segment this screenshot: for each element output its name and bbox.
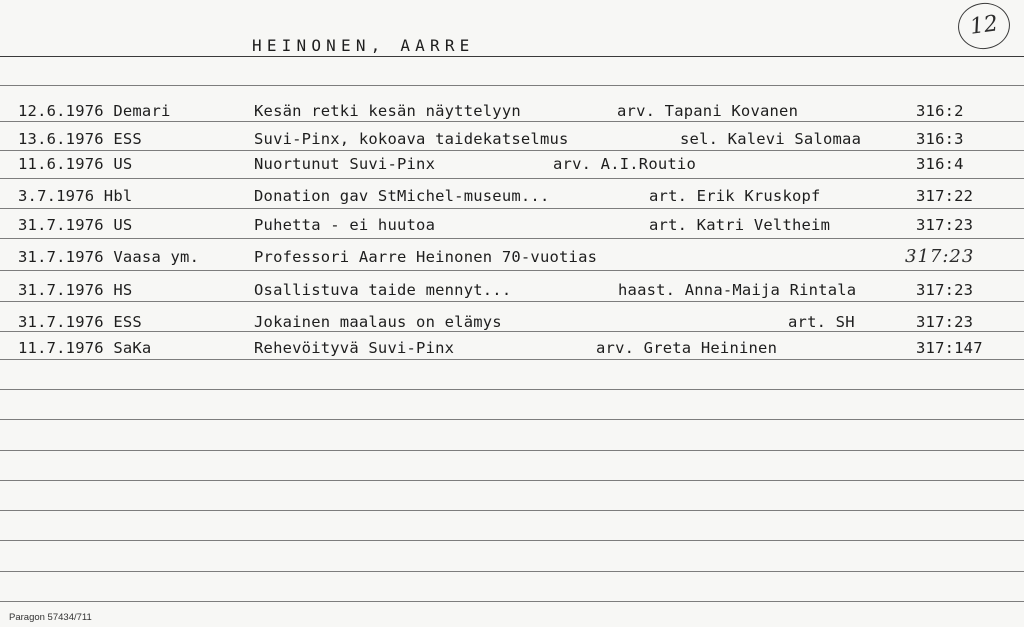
entry-date-source: 11.6.1976 US xyxy=(18,155,133,173)
entry-reference: 317:22 xyxy=(916,187,974,205)
ruled-line xyxy=(0,389,1024,390)
entry-title: Jokainen maalaus on elämys xyxy=(254,313,502,331)
entry-reference: 317:23 xyxy=(916,216,974,234)
entry-row xyxy=(0,186,1024,208)
ruled-line xyxy=(0,540,1024,541)
ruled-line xyxy=(0,238,1024,239)
entry-reference: 317:23 xyxy=(916,313,974,331)
entry-date-source: 11.7.1976 SaKa xyxy=(18,339,152,357)
entry-date-source: 12.6.1976 Demari xyxy=(18,102,171,120)
card-footer: Paragon 57434/711 xyxy=(9,612,92,623)
entry-title: Suvi-Pinx, kokoava taidekatselmus xyxy=(254,130,569,148)
ruled-line xyxy=(0,480,1024,481)
entry-author: sel. Kalevi Salomaa xyxy=(680,130,862,148)
entry-author: arv. Greta Heininen xyxy=(596,339,778,357)
ruled-line xyxy=(0,270,1024,271)
card-number: 12 xyxy=(955,0,1013,52)
card-title: HEINONEN, AARRE xyxy=(252,36,475,55)
entry-row xyxy=(0,247,1024,269)
entry-row xyxy=(0,154,1024,176)
ruled-line xyxy=(0,450,1024,451)
entry-reference-handwritten: 317:23 xyxy=(905,246,975,267)
entry-row xyxy=(0,129,1024,151)
entry-author: art. Erik Kruskopf xyxy=(649,187,821,205)
entry-author: arv. A.I.Routio xyxy=(553,155,696,173)
title-rule xyxy=(0,56,1024,57)
entry-author: arv. Tapani Kovanen xyxy=(617,102,799,120)
entry-row xyxy=(0,101,1024,123)
entry-date-source: 31.7.1976 Vaasa ym. xyxy=(18,248,200,266)
entry-row xyxy=(0,312,1024,334)
entry-row xyxy=(0,338,1024,360)
ruled-line xyxy=(0,419,1024,420)
entry-date-source: 3.7.1976 Hbl xyxy=(18,187,133,205)
entry-title: Nuortunut Suvi-Pinx xyxy=(254,155,436,173)
entry-row xyxy=(0,215,1024,237)
entry-author: art. Katri Veltheim xyxy=(649,216,831,234)
entry-date-source: 31.7.1976 HS xyxy=(18,281,133,299)
entry-reference: 316:2 xyxy=(916,102,964,120)
entry-author: haast. Anna-Maija Rintala xyxy=(618,281,857,299)
ruled-line xyxy=(0,85,1024,86)
ruled-line xyxy=(0,571,1024,572)
entry-title: Kesän retki kesän näyttelyyn xyxy=(254,102,521,120)
ruled-line xyxy=(0,510,1024,511)
entry-row xyxy=(0,280,1024,302)
entry-date-source: 13.6.1976 ESS xyxy=(18,130,142,148)
entry-title: Puhetta - ei huutoa xyxy=(254,216,436,234)
entry-title: Rehevöityvä Suvi-Pinx xyxy=(254,339,455,357)
entry-reference: 316:3 xyxy=(916,130,964,148)
entry-title: Donation gav StMichel-museum... xyxy=(254,187,550,205)
entry-date-source: 31.7.1976 ESS xyxy=(18,313,142,331)
entry-reference: 317:23 xyxy=(916,281,974,299)
ruled-line xyxy=(0,178,1024,179)
ruled-line xyxy=(0,208,1024,209)
entry-title: Osallistuva taide mennyt... xyxy=(254,281,512,299)
entry-title: Professori Aarre Heinonen 70-vuotias xyxy=(254,248,598,266)
entry-author: art. SH xyxy=(788,313,855,331)
ruled-line xyxy=(0,601,1024,602)
entry-reference: 316:4 xyxy=(916,155,964,173)
entry-reference: 317:147 xyxy=(916,339,983,357)
entry-date-source: 31.7.1976 US xyxy=(18,216,133,234)
